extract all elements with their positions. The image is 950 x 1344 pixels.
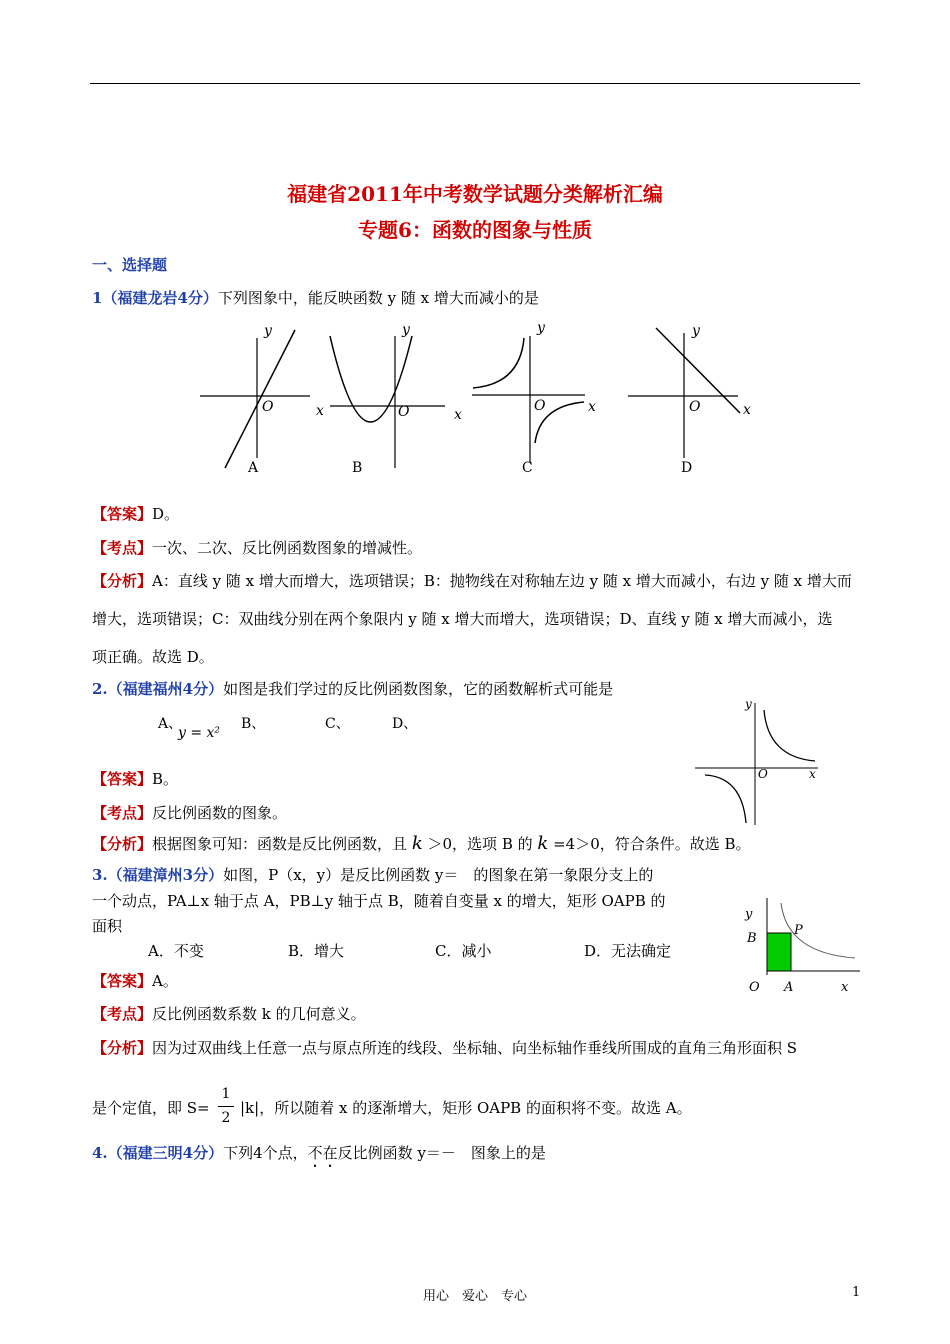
q3-label-p: P: [794, 923, 803, 938]
q2-opt-a: A、: [158, 716, 183, 732]
q1-analysis-l1: 【分析】A：直线 y 随 x 增大而增大，选项错误；B：抛物线在对称轴左边 y 随 x 增大而减小，右边 y 随 x 增大而: [92, 572, 852, 590]
q1-tag: 1（福建龙岩4分）: [92, 289, 218, 307]
graph-d-x-label: x: [743, 402, 751, 418]
q4-stem: 4.（福建三明4分）下列4个点，不在反比例函数 y＝－ 图象上的是: [92, 1144, 546, 1162]
q3-x-label: x: [841, 980, 849, 995]
q2-x-label: x: [809, 767, 816, 781]
q3-hyperbola: [781, 903, 855, 958]
graph-a-label: A: [248, 460, 259, 476]
graph-b-label: B: [352, 460, 363, 476]
q1-answer: 【答案】D。: [92, 505, 180, 523]
q3-label-b: B: [747, 931, 757, 946]
q2-graph: [690, 695, 830, 830]
page-footer: 用心 爱心 专心: [422, 1289, 527, 1304]
graph-a: [200, 323, 310, 476]
graph-d-y-label: y: [692, 323, 700, 339]
q1-analysis-l3: 项正确。故选 D。: [92, 648, 214, 666]
graph-a-origin: O: [262, 399, 274, 415]
q2-branch-lower: [705, 775, 746, 823]
q2-y-label: y: [745, 697, 752, 711]
q3-answer: 【答案】A。: [92, 972, 178, 990]
q2-opt-c: C、: [325, 716, 350, 732]
q3-analysis-l2b: |k|，所以随着 x 的逐渐增大，矩形 OAPB 的面积将不变。故选 A。: [240, 1099, 692, 1117]
q3-opt-b: B．增大: [288, 942, 345, 960]
graph-d-origin: O: [689, 399, 701, 415]
q2-branch-upper: [764, 710, 815, 761]
q3-analysis-l2a: 是个定值，即 S=: [92, 1099, 210, 1117]
graph-c-origin: O: [534, 398, 546, 414]
q3-rectangle-oapb: [767, 933, 791, 971]
q2-point: 【考点】反比例函数的图象。: [92, 804, 288, 822]
q3-stem-l1: 3.（福建漳州3分）如图，P（x，y）是反比例函数 y＝ 的图象在第一象限分支上的: [92, 866, 654, 884]
q3-frac-den: 2: [221, 1110, 231, 1126]
graph-a-y-label: y: [264, 323, 272, 339]
q3-origin: O: [749, 980, 760, 995]
q3-opt-d: D．无法确定: [584, 942, 672, 960]
q2-opt-d: D、: [392, 716, 418, 732]
q2-stem: [92, 678, 613, 699]
q3-frac-num: 1: [221, 1086, 231, 1102]
header-rule: [90, 83, 860, 84]
q2-origin: O: [758, 767, 768, 781]
q3-frac-bar: [218, 1106, 234, 1107]
graph-c: [472, 320, 596, 476]
q3-analysis-l1: 【分析】因为过双曲线上任意一点与原点所连的线段、坐标轴、向坐标轴作垂线所围成的直角三角形面积 S: [92, 1039, 798, 1057]
graph-b-origin: O: [398, 404, 410, 420]
q2-opt-b: B、: [241, 716, 266, 732]
graph-c-x-label: x: [588, 399, 596, 415]
q3-stem-l2: 一个动点，PA⊥x 轴于点 A，PB⊥y 轴于点 B，随着自变量 x 的增大，矩形 OAPB 的: [92, 892, 666, 910]
q3-point: 【考点】反比例函数系数 k 的几何意义。: [92, 1005, 366, 1023]
graph-d-label: D: [681, 460, 693, 476]
q3-opt-c: C．减小: [435, 942, 492, 960]
q2-text: 如图是我们学过的反比例函数图象，它的函数解析式可能是: [223, 680, 614, 698]
graph-c-label: C: [522, 460, 533, 476]
q1-stem: [92, 287, 539, 308]
q4-emphasis: 不在: [307, 1144, 338, 1162]
doc-subtitle: 专题6：函数的图象与性质: [358, 218, 592, 242]
q3-label-a: A: [784, 980, 794, 995]
q1-analysis-l2: 增大，选项错误；C：双曲线分别在两个象限内 y 随 x 增大而增大，选项错误；D、直线 y 随 x 增大而减小，选: [92, 610, 833, 628]
q2-formula-a: y = x²: [178, 725, 221, 741]
page-number: 1: [852, 1285, 861, 1300]
graph-b-y-label: y: [402, 322, 410, 338]
q3-tag: 3.（福建漳州3分）: [92, 866, 224, 884]
q2-answer: 【答案】B。: [92, 770, 179, 788]
q3-stem-l3: 面积: [92, 917, 123, 935]
q2-tag: 2.（福建福州4分）: [92, 680, 224, 698]
graph-c-y-label: y: [537, 320, 545, 336]
q1-text: 下列图象中，能反映函数 y 随 x 增大而减小的是: [217, 289, 539, 307]
graph-c-branch-upper: [473, 338, 524, 388]
q2-analysis: 【分析】根据图象可知：函数是反比例函数，且 k ＞0，选项 B 的 k =4＞0，符合条件。故选 B。: [92, 833, 751, 854]
graph-d: [628, 323, 751, 476]
q4-tag: 4.（福建三明4分）: [92, 1144, 224, 1162]
q1-graphs: [190, 318, 770, 478]
graph-b-x-label-right: x: [454, 407, 462, 423]
doc-title: 福建省2011年中考数学试题分类解析汇编: [287, 182, 663, 206]
q3-graph: [735, 893, 865, 998]
graph-b: [316, 322, 462, 476]
q3-opt-a: A．不变: [148, 942, 204, 960]
section-heading: 一、选择题: [92, 256, 168, 274]
graph-b-x-label: x: [316, 403, 324, 419]
q3-y-label: y: [745, 907, 753, 922]
graph-a-line: [225, 330, 295, 468]
q1-point: 【考点】一次、二次、反比例函数图象的增减性。: [92, 539, 423, 557]
